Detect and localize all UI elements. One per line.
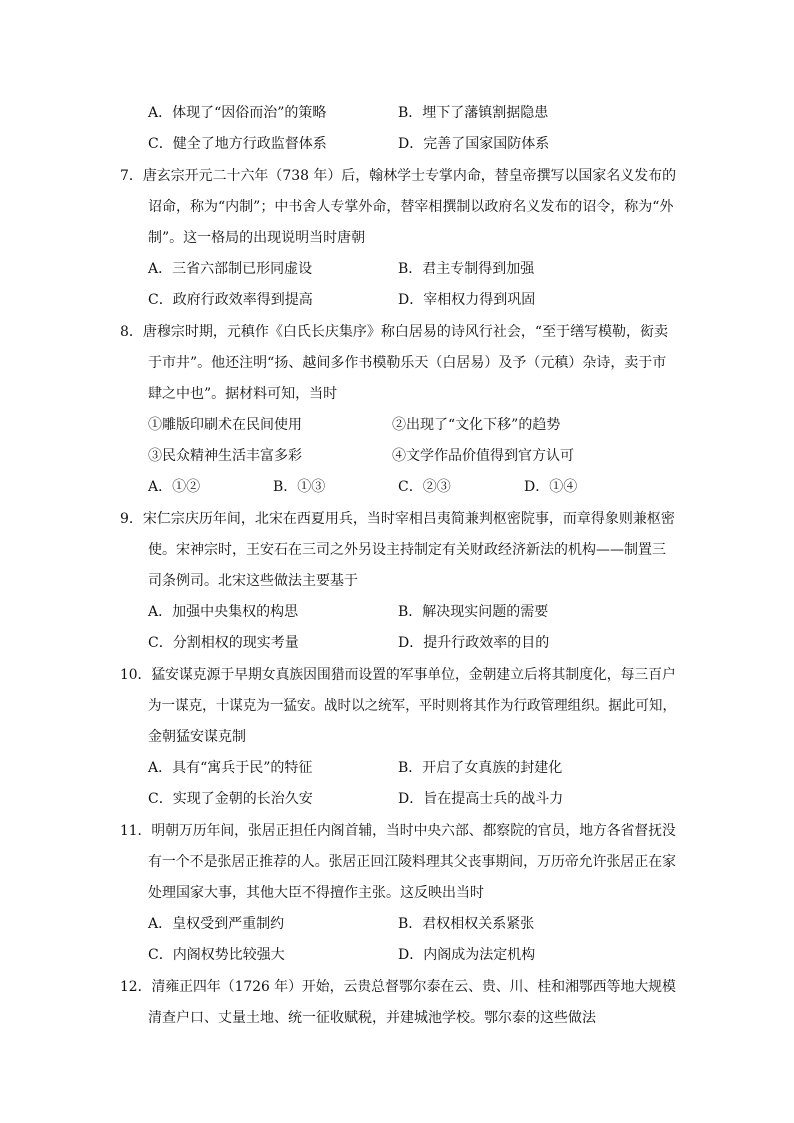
q9-option-b: B．解决现实问题的需要 <box>398 604 549 620</box>
q7-stem-line-1: 7．唐玄宗开元二十六年（738 年）后，翰林学士专掌内命，替皇帝撰写以国家名义发布的 <box>120 168 677 184</box>
q8-item-3: ③民众精神生活丰富多彩 <box>148 448 302 464</box>
q9-option-c: C．分割相权的现实考量 <box>148 635 299 651</box>
q10-stem-line-3: 金朝猛安谋克制 <box>148 729 246 745</box>
q7-option-c: C．政府行政效率得到提高 <box>148 292 313 308</box>
q8-stem-line-1: 8．唐穆宗时期，元稹作《白氏长庆集序》称白居易的诗风行社会，“至于缮写模勒，衒卖 <box>120 324 669 340</box>
q10-option-d: D．旨在提高士兵的战斗力 <box>398 791 564 807</box>
q6-option-c: C．健全了地方行政监督体系 <box>148 136 327 152</box>
q10-stem-line-2: 为一谋克，十谋克为一猛安。战时以之统军，平时则将其作为行政管理组织。据此可知， <box>148 698 676 714</box>
q7-option-d: D．宰相权力得到巩固 <box>398 292 536 308</box>
q9-stem-line-1: 9．宋仁宗庆历年间，北宋在西夏用兵，当时宰相吕夷简兼判枢密院事，而章得象则兼枢密 <box>120 511 675 527</box>
q8-item-4: ④文学作品价值得到官方认可 <box>392 448 574 464</box>
q8-item-2: ②出现了“文化下移”的趋势 <box>392 417 561 433</box>
q7-option-a: A．三省六部制已形同虚设 <box>148 261 313 277</box>
q9-stem-line-2: 使。宋神宗时，王安石在三司之外另设主持制定有关财政经济新法的机构——制置三 <box>148 542 666 558</box>
q7-stem-line-2: 诏命，称为“内制”；中书舍人专掌外命，替宰相撰制以政府名义发布的诏令，称为“外 <box>148 199 674 215</box>
q10-stem-line-1: 10．猛安谋克源于早期女真族因围猎而设置的军事单位，金朝建立后将其制度化，每三百户 <box>120 667 676 683</box>
q9-option-d: D．提升行政效率的目的 <box>398 635 550 651</box>
q10-option-a: A．具有“寓兵于民”的特征 <box>148 760 313 776</box>
q12-stem-line-1: 12．清雍正四年（1726 年）开始，云贵总督鄂尔泰在云、贵、川、桂和湘鄂西等地大规模 <box>120 979 676 995</box>
q8-item-1: ①雕版印刷术在民间使用 <box>148 417 302 433</box>
q11-stem-line-2: 有一个不是张居正推荐的人。张居正回江陵料理其父丧事期间，万历帝允许张居正在家 <box>148 854 677 870</box>
q12-stem-line-2: 清查户口、丈量土地、统一征收赋税，并建城池学校。鄂尔泰的这些做法 <box>148 1010 596 1026</box>
q8-option-d: D．①④ <box>524 479 578 495</box>
q8-option-a: A．①② <box>148 479 201 495</box>
q9-option-a: A．加强中央集权的构思 <box>148 604 299 620</box>
q11-option-d: D．内阁成为法定机构 <box>398 947 536 963</box>
q8-option-b: B．①③ <box>273 479 326 495</box>
q6-option-d: D．完善了国家国防体系 <box>398 136 550 152</box>
q6-option-a: A．体现了“因俗而治”的策略 <box>148 105 327 121</box>
q10-option-b: B．开启了女真族的封建化 <box>398 760 563 776</box>
q7-stem-line-3: 制”。这一格局的出现说明当时唐朝 <box>148 230 366 246</box>
q8-stem-line-2: 于市井”。他还注明“扬、越间多作书模勒乐天（白居易）及予（元稹）杂诗，卖于市 <box>148 355 667 371</box>
q6-option-b: B．埋下了藩镇割据隐患 <box>398 105 549 121</box>
q8-option-c: C．②③ <box>398 479 451 495</box>
q11-stem-line-1: 11．明朝万历年间，张居正担任内阁首辅，当时中央六部、都察院的官员，地方各省督抚没 <box>120 823 676 839</box>
q9-stem-line-3: 司条例司。北宋这些做法主要基于 <box>148 573 358 589</box>
q11-option-a: A．皇权受到严重制约 <box>148 916 285 932</box>
q11-option-c: C．内阁权势比较强大 <box>148 947 285 963</box>
q10-option-c: C．实现了金朝的长治久安 <box>148 791 313 807</box>
q11-stem-line-3: 处理国家大事，其他大臣不得擅作主张。这反映出当时 <box>148 885 484 901</box>
q11-option-b: B．君权相权关系紧张 <box>398 916 535 932</box>
q8-stem-line-3: 肆之中也”。据材料可知，当时 <box>148 386 338 402</box>
q7-option-b: B．君主专制得到加强 <box>398 261 535 277</box>
